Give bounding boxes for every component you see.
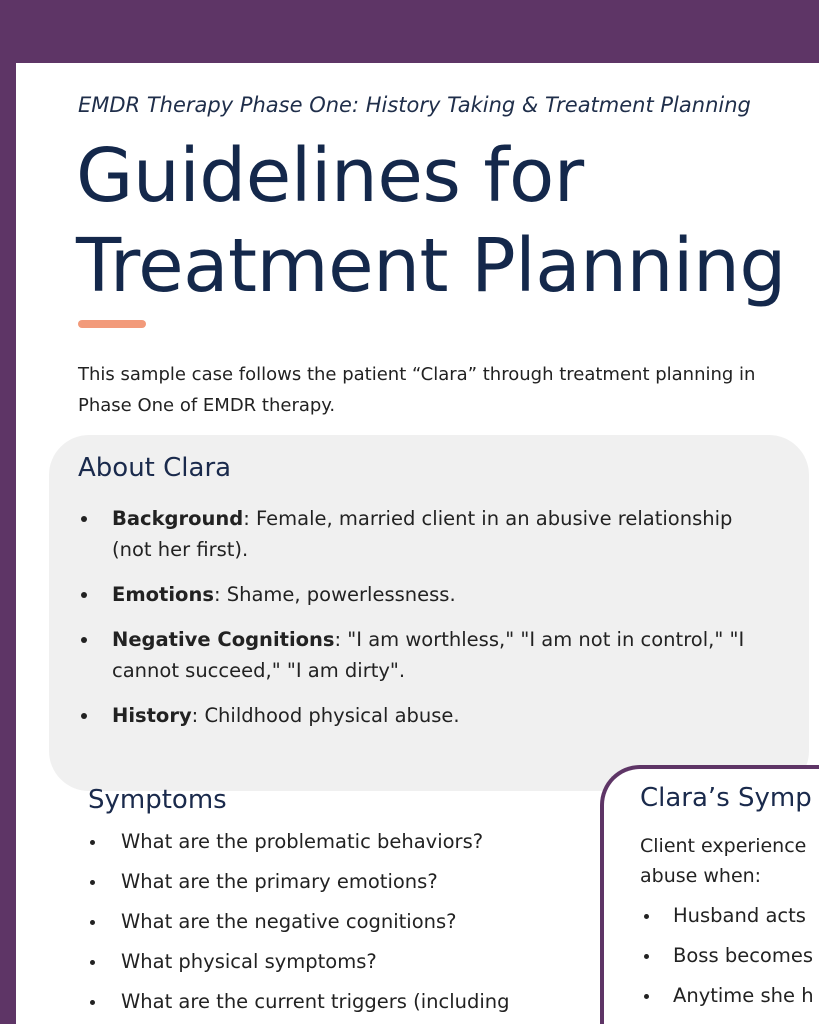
item-term: Negative Cognitions (112, 628, 335, 651)
title-accent-bar (78, 320, 146, 328)
about-clara-list (78, 503, 778, 745)
list-item: What are the problematic behaviors? (86, 827, 566, 867)
list-item: What are the negative cognitions? (86, 907, 566, 947)
title-line-2: Treatment Planning (76, 223, 786, 309)
item-text: : Female, married client in an abusive relationship (not her first). (112, 507, 733, 561)
item-term: Background (112, 507, 244, 530)
description-line: Client experience (640, 835, 807, 857)
list-item: What are the current triggers (including (86, 987, 566, 1024)
clara-symptoms-description (640, 831, 819, 891)
list-item (78, 579, 778, 610)
symptoms-list (86, 827, 566, 1024)
item-term: History (112, 704, 192, 727)
clara-symptoms-list (640, 901, 819, 1021)
title-line-1: Guidelines for (76, 133, 584, 219)
description-line: abuse when: (640, 865, 762, 887)
list-item: What are the primary emotions? (86, 867, 566, 907)
document-subtitle: EMDR Therapy Phase One: History Taking & Treatment Planning (78, 93, 751, 117)
list-item: Anytime she h (640, 981, 819, 1021)
list-item (78, 624, 778, 686)
item-text: : Shame, powerlessness. (213, 583, 456, 606)
item-term: Emotions (112, 583, 214, 606)
symptoms-heading: Symptoms (88, 785, 227, 815)
list-item: Husband acts (640, 901, 819, 941)
document-page (16, 63, 819, 1024)
item-text: : "I am worthless," "I am not in control," "I cannot succeed," "I am dirty". (112, 628, 745, 682)
item-text: : Childhood physical abuse. (191, 704, 460, 727)
clara-symptoms-panel (600, 765, 819, 1024)
clara-symptoms-heading: Clara’s Symp (640, 783, 812, 813)
about-clara-panel (49, 435, 809, 791)
list-item (78, 503, 778, 565)
document-title (76, 131, 786, 311)
intro-paragraph: This sample case follows the patient “Clara” through treatment planning in Phase One of EMDR therapy. (78, 364, 756, 416)
list-item (78, 700, 778, 731)
list-item: What physical symptoms? (86, 947, 566, 987)
list-item: Boss becomes (640, 941, 819, 981)
about-clara-heading: About Clara (78, 453, 232, 483)
